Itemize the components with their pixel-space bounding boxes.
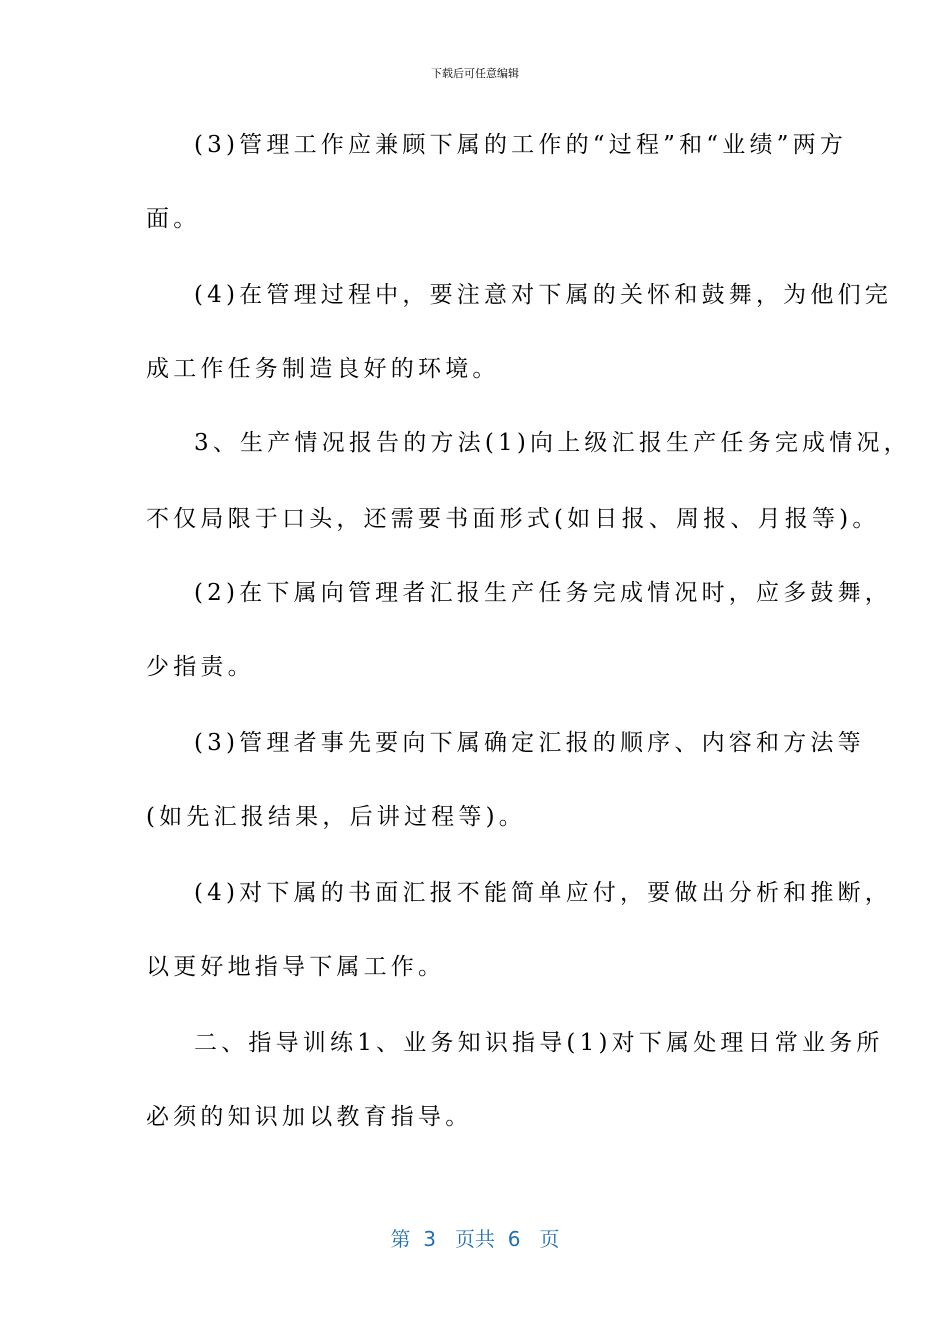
current-page-number: 3 (423, 1227, 436, 1251)
paragraph-line: (2)在下属向管理者汇报生产任务完成情况时，应多鼓舞， (194, 580, 892, 606)
footer-suffix: 页 (539, 1227, 560, 1251)
paragraph-line: 少指责。 (146, 654, 255, 680)
paragraph-line: 必须的知识加以教育指导。 (146, 1104, 473, 1130)
footer-middle: 页共 (455, 1227, 495, 1251)
paragraph-line: (4)在管理过程中，要注意对下属的关怀和鼓舞，为他们完 (194, 282, 892, 308)
paragraph-line: (如先汇报结果，后讲过程等)。 (146, 804, 526, 830)
paragraph-line: 二、指导训练1、业务知识指导(1)对下属处理日常业务所 (194, 1030, 884, 1056)
paragraph-line: 以更好地指导下属工作。 (146, 954, 446, 980)
page-header-note: 下载后可任意编辑 (431, 67, 519, 80)
total-page-number: 6 (507, 1227, 521, 1251)
footer-prefix: 第 (390, 1227, 411, 1251)
paragraph-line: (3)管理者事先要向下属确定汇报的顺序、内容和方法等 (194, 730, 865, 756)
paragraph-line: 不仅局限于口头，还需要书面形式(如日报、周报、月报等)。 (146, 506, 880, 532)
page-number-footer (0, 1224, 950, 1254)
paragraph-line: 成工作任务制造良好的环境。 (146, 356, 500, 382)
paragraph-line: (4)对下属的书面汇报不能简单应付，要做出分析和推断， (194, 880, 892, 906)
paragraph-line: 面。 (146, 206, 201, 232)
paragraph-line: (3)管理工作应兼顾下属的工作的“过程”和“业绩”两方 (194, 132, 848, 158)
paragraph-line: 3、生产情况报告的方法(1)向上级汇报生产任务完成情况， (194, 430, 911, 456)
